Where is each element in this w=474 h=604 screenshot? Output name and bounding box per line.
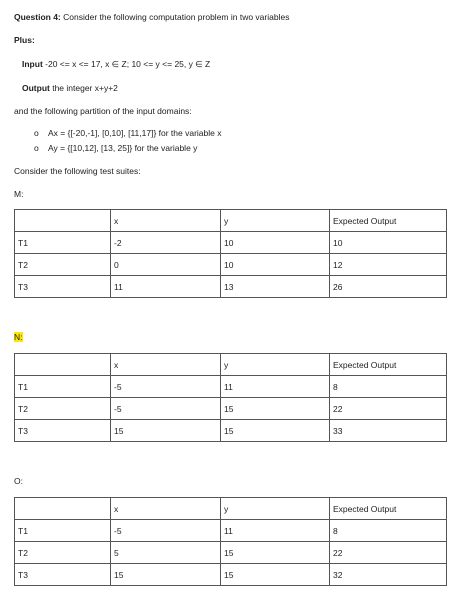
bullet-icon: o — [34, 143, 39, 153]
x-cell: 15 — [111, 420, 221, 442]
header-cell-expected: Expected Output — [330, 354, 447, 376]
suite-table-n — [14, 353, 447, 442]
expected-cell: 22 — [330, 542, 447, 564]
test-id-cell: T1 — [15, 520, 111, 542]
test-id-cell: T2 — [15, 398, 111, 420]
output-label: Output — [22, 83, 50, 93]
output-line — [22, 83, 118, 94]
table-header-row — [15, 354, 447, 376]
header-cell — [15, 210, 111, 232]
header-cell-expected: Expected Output — [330, 498, 447, 520]
x-cell: 11 — [111, 276, 221, 298]
input-text: -20 <= x <= 17, x ∈ Z; 10 <= y <= 25, y ∈ Z — [42, 59, 211, 69]
partition-item-x — [34, 128, 222, 139]
x-cell: 0 — [111, 254, 221, 276]
test-id-cell: T3 — [15, 276, 111, 298]
suite-label-n — [14, 332, 23, 343]
test-id-cell: T2 — [15, 542, 111, 564]
header-cell-expected: Expected Output — [330, 210, 447, 232]
suite-label-o: O: — [14, 476, 23, 486]
x-cell: -2 — [111, 232, 221, 254]
table-row — [15, 254, 447, 276]
partition-intro: and the following partition of the input domains: — [14, 106, 192, 116]
y-cell: 13 — [221, 276, 330, 298]
question-prefix: Question 4: — [14, 12, 61, 22]
table-header-row — [15, 210, 447, 232]
expected-cell: 33 — [330, 420, 447, 442]
table-row — [15, 420, 447, 442]
y-cell: 10 — [221, 232, 330, 254]
plus-heading: Plus: — [14, 35, 35, 45]
table-row — [15, 232, 447, 254]
bullet-icon: o — [34, 128, 39, 138]
suite-table-m — [14, 209, 447, 298]
x-cell: 5 — [111, 542, 221, 564]
question-line — [14, 12, 289, 23]
partition-item-y — [34, 143, 197, 154]
table-row — [15, 520, 447, 542]
input-label: Input — [22, 59, 43, 69]
x-cell: 15 — [111, 564, 221, 586]
test-id-cell: T3 — [15, 420, 111, 442]
y-cell: 15 — [221, 564, 330, 586]
header-cell-x: x — [111, 210, 221, 232]
header-cell-y: y — [221, 498, 330, 520]
expected-cell: 12 — [330, 254, 447, 276]
table-row — [15, 542, 447, 564]
header-cell — [15, 498, 111, 520]
y-cell: 11 — [221, 520, 330, 542]
test-id-cell: T1 — [15, 232, 111, 254]
suite-label-n-text: N: — [14, 332, 23, 342]
x-cell: -5 — [111, 520, 221, 542]
output-text: the integer x+y+2 — [49, 83, 118, 93]
suites-intro: Consider the following test suites: — [14, 166, 141, 176]
table-row — [15, 376, 447, 398]
expected-cell: 8 — [330, 520, 447, 542]
question-text: Consider the following computation problem in two variables — [60, 12, 290, 22]
table-row — [15, 564, 447, 586]
x-cell: -5 — [111, 376, 221, 398]
table-header-row — [15, 498, 447, 520]
table-row — [15, 398, 447, 420]
test-id-cell: T1 — [15, 376, 111, 398]
header-cell — [15, 354, 111, 376]
header-cell-x: x — [111, 498, 221, 520]
x-cell: -5 — [111, 398, 221, 420]
expected-cell: 22 — [330, 398, 447, 420]
y-cell: 15 — [221, 420, 330, 442]
header-cell-y: y — [221, 354, 330, 376]
y-cell: 15 — [221, 542, 330, 564]
input-line — [22, 59, 210, 70]
expected-cell: 10 — [330, 232, 447, 254]
partition-text: Ay = {[10,12], [13, 25]} for the variable y — [48, 143, 198, 153]
header-cell-x: x — [111, 354, 221, 376]
suite-table-o — [14, 497, 447, 586]
y-cell: 15 — [221, 398, 330, 420]
y-cell: 11 — [221, 376, 330, 398]
test-id-cell: T2 — [15, 254, 111, 276]
partition-text: Ax = {[-20,-1], [0,10], [11,17]} for the variable x — [48, 128, 222, 138]
expected-cell: 26 — [330, 276, 447, 298]
expected-cell: 8 — [330, 376, 447, 398]
test-id-cell: T3 — [15, 564, 111, 586]
header-cell-y: y — [221, 210, 330, 232]
y-cell: 10 — [221, 254, 330, 276]
table-row — [15, 276, 447, 298]
expected-cell: 32 — [330, 564, 447, 586]
suite-label-m: M: — [14, 189, 24, 199]
